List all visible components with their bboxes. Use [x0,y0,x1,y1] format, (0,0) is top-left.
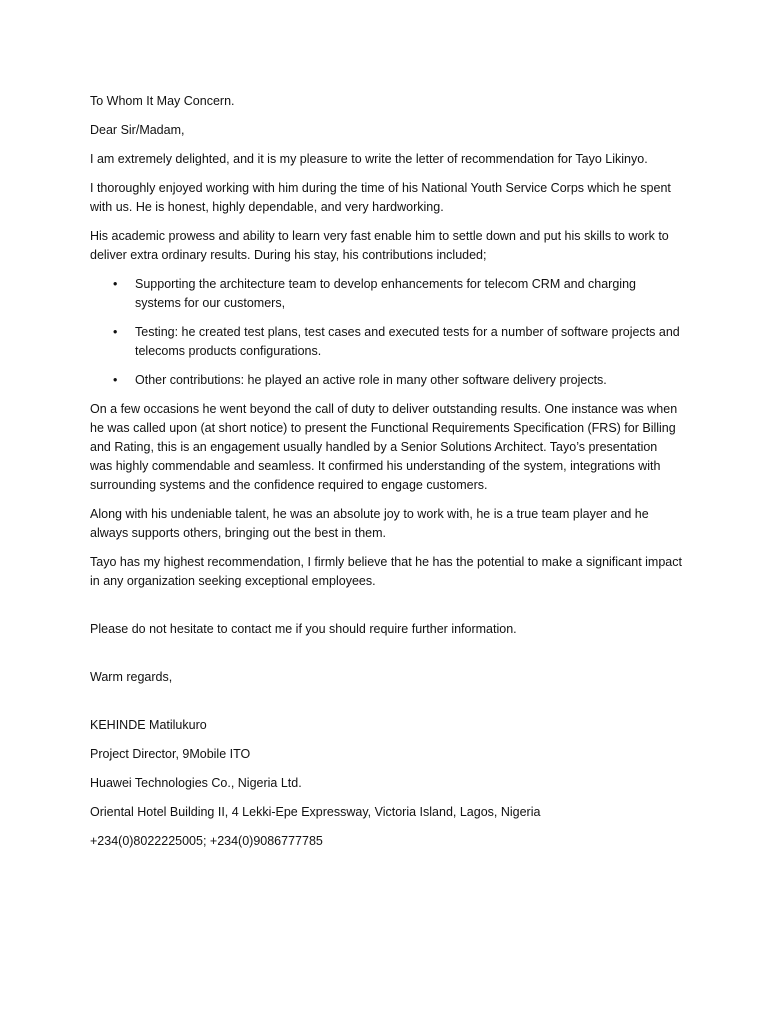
signature-title: Project Director, 9Mobile ITO [90,747,251,761]
paragraph-experience: I thoroughly enjoyed working with him during the time of his National Youth Service Corps which he spent with us. He is honest, highly dependable, and very hardworking. [90,181,671,214]
signature-company: Huawei Technologies Co., Nigeria Ltd. [90,776,302,790]
list-item-text: Supporting the architecture team to develop enhancements for telecom CRM and charging systems for our customers, [135,277,636,310]
bullet-icon: • [113,277,118,291]
list-item [113,371,682,390]
list-item-text: Testing: he created test plans, test cases and executed tests for a number of software projects and telecoms products configurations. [135,325,680,358]
signature-name: KEHINDE Matilukuro [90,718,207,732]
salutation-greeting: Dear Sir/Madam, [90,123,185,137]
contributions-list [90,275,682,390]
signature-phones: +234(0)8022225005; +234(0)9086777785 [90,834,323,848]
bullet-icon: • [113,373,118,387]
letter-body [90,92,682,861]
salutation-recipient: To Whom It May Concern. [90,94,235,108]
bullet-icon: • [113,325,118,339]
paragraph-contributions-intro: His academic prowess and ability to learn very fast enable him to settle down and put his skills to work to deliver extra ordinary results. During his stay, his contributions included; [90,229,669,262]
closing: Warm regards, [90,670,173,684]
paragraph-frs-presentation: On a few occasions he went beyond the call of duty to deliver outstanding results. One instance was when he was called upon (at short notice) to present the Functional Requirements Specification (FRS) for Billing and Rating, this is an engagement usually handled by a Senior Solutions Architect. Tayo’s presentation was highly commendable and seamless. It confirmed his understanding of the system, integrations with surrounding systems and the confidence required to engage customers. [90,402,678,492]
paragraph-recommendation: Tayo has my highest recommendation, I firmly believe that he has the potential to make a significant impact in any organization seeking exceptional employees. [90,555,682,588]
signature-address: Oriental Hotel Building II, 4 Lekki-Epe Expressway, Victoria Island, Lagos, Nigeria [90,805,541,819]
paragraph-intro: I am extremely delighted, and it is my pleasure to write the letter of recommendation for Tayo Likinyo. [90,152,648,166]
list-item-text: Other contributions: he played an active role in many other software delivery projects. [135,373,607,387]
list-item [113,323,682,361]
paragraph-team-player: Along with his undeniable talent, he was an absolute joy to work with, he is a true team player and he always supports others, bringing out the best in them. [90,507,649,540]
contact-note: Please do not hesitate to contact me if you should require further information. [90,622,517,636]
list-item [113,275,682,313]
